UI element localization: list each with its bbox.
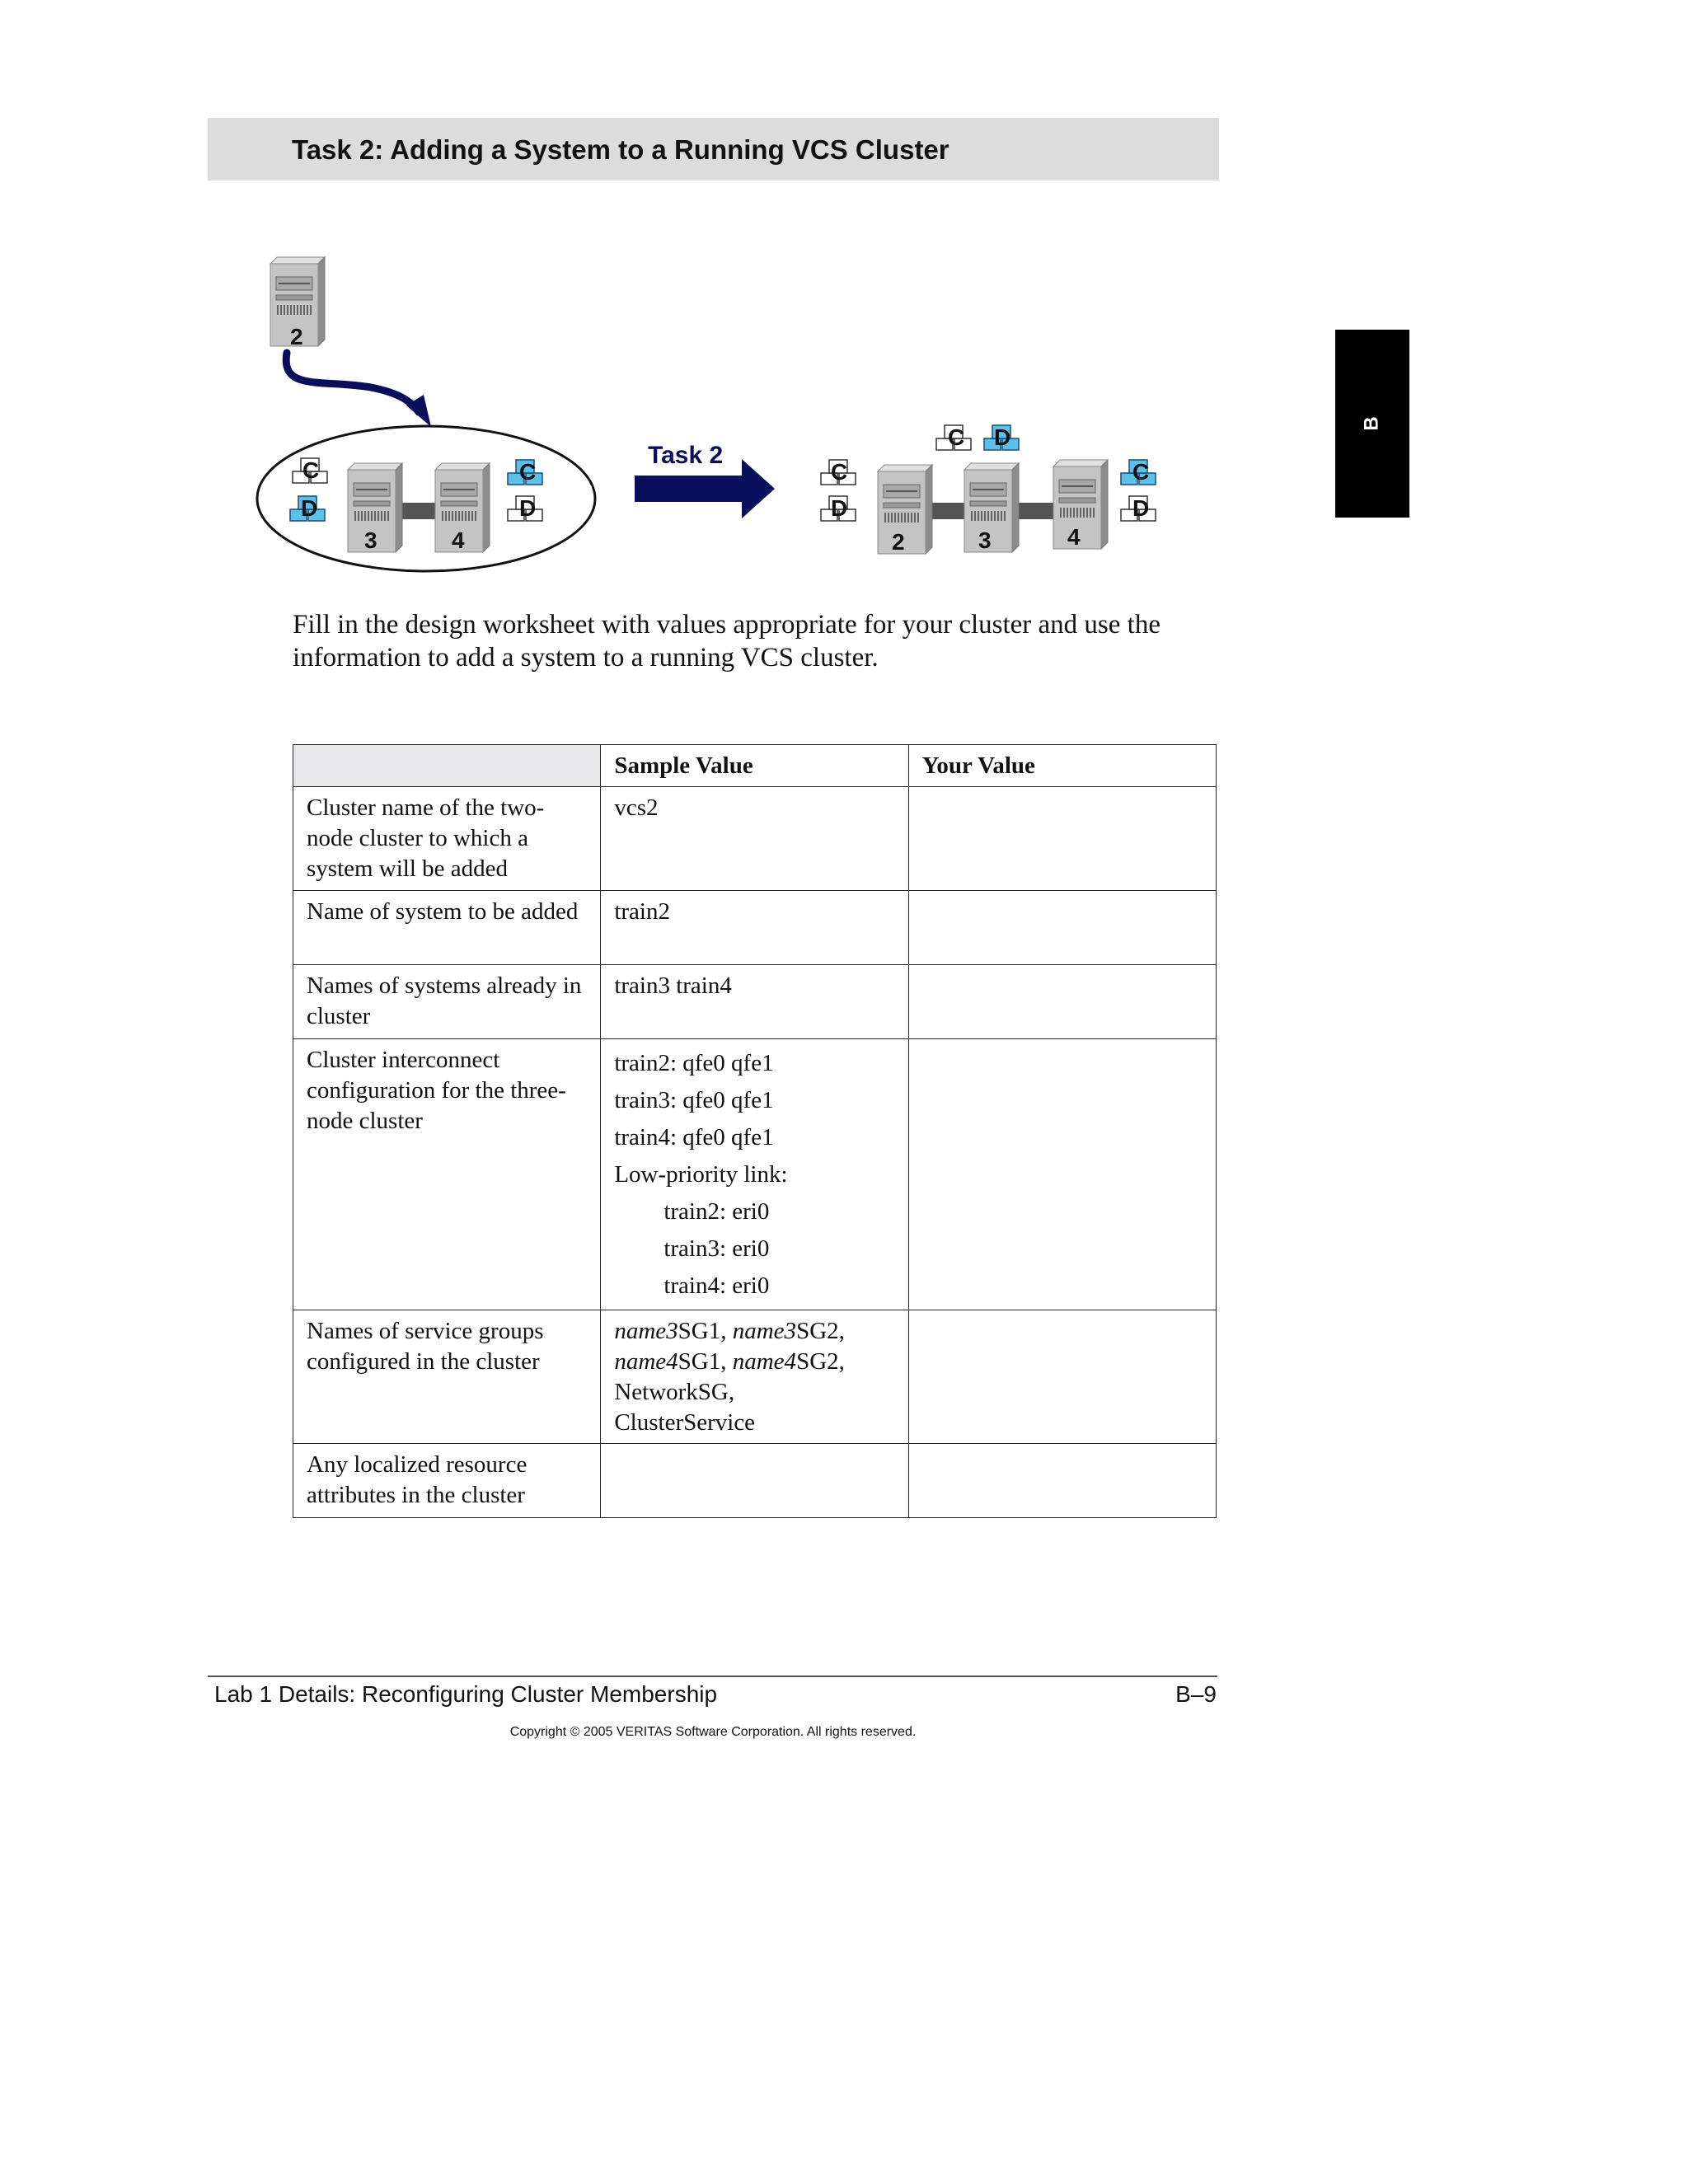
low-priority-line: train4: eri0 <box>663 1272 770 1299</box>
row-label: Names of service groups configured in the cluster <box>293 1310 601 1444</box>
appendix-side-tab <box>1335 330 1409 518</box>
interconnect-link <box>927 503 968 519</box>
svg-text:D: D <box>519 495 537 521</box>
svg-text:D: D <box>1132 495 1150 521</box>
your-value-cell[interactable] <box>908 1039 1216 1310</box>
footer-rule <box>208 1675 1217 1677</box>
server-label: 3 <box>978 527 992 553</box>
sample-value: train3 train4 <box>601 965 908 1039</box>
network-sg: NetworkSG, <box>614 1379 735 1405</box>
svg-text:D: D <box>831 495 848 521</box>
svg-text:C: C <box>831 459 848 485</box>
server-label: 4 <box>452 527 465 553</box>
copyright-notice: Copyright © 2005 VERITAS Software Corporation. All rights reserved. <box>509 1725 917 1739</box>
header-cell: Sample Value <box>601 745 908 787</box>
sample-value: train2 <box>601 891 908 965</box>
interconnect-line: train4: qfe0 qfe1 <box>614 1124 774 1151</box>
table-row <box>293 1310 1217 1444</box>
table-header-row <box>293 745 1217 787</box>
row-label: Cluster interconnect configuration for the three-node cluster <box>293 1039 601 1310</box>
task-title: Task 2: Adding a System to a Running VCS Cluster <box>292 134 950 165</box>
intro-paragraph: Fill in the design worksheet with values appropriate for your cluster and use the information to add a system to a running VCS cluster. <box>293 610 1160 673</box>
table-row <box>293 1444 1217 1518</box>
interconnect-line: train2: qfe0 qfe1 <box>614 1050 774 1076</box>
table-row <box>293 891 1217 965</box>
service-group-prefix: name3 <box>732 1318 797 1344</box>
join-arrow <box>286 353 419 412</box>
your-value-cell[interactable] <box>908 787 1216 891</box>
server-3 <box>964 463 1019 552</box>
table-row <box>293 965 1217 1039</box>
service-group-prefix: name4 <box>614 1348 678 1375</box>
cluster-service-sg: ClusterService <box>614 1409 756 1436</box>
service-group-icon <box>821 495 856 521</box>
low-priority-line: train2: eri0 <box>663 1198 770 1225</box>
sample-value: name3SG1, name3SG2, name4SG1, name4SG2, NetworkSG, ClusterService <box>601 1310 908 1444</box>
row-label: Cluster name of the two-node cluster to which a system will be added <box>293 787 601 891</box>
server-label: 2 <box>290 324 303 349</box>
server-2 <box>878 465 932 554</box>
service-group-icon <box>508 459 542 485</box>
server-incoming <box>270 257 325 349</box>
table-row <box>293 787 1217 891</box>
svg-text:D: D <box>301 495 318 521</box>
sample-value <box>601 1039 908 1310</box>
service-group-prefix: name3 <box>614 1318 678 1344</box>
page-number: B–9 <box>1175 1681 1217 1707</box>
task-arrow-label: Task 2 <box>648 442 724 469</box>
table-row <box>293 1039 1217 1310</box>
service-group-icon <box>508 495 542 521</box>
row-label: Name of system to be added <box>293 891 601 965</box>
header-cell: Your Value <box>908 745 1216 787</box>
svg-text:D: D <box>994 424 1011 450</box>
service-group-icon <box>290 495 325 521</box>
svg-text:C: C <box>302 457 320 483</box>
your-value-cell[interactable] <box>908 891 1216 965</box>
design-worksheet-table <box>293 744 1217 1518</box>
your-value-cell[interactable] <box>908 965 1216 1039</box>
cluster-diagram <box>247 247 1203 585</box>
interconnect-line: Low-priority link: <box>614 1161 788 1188</box>
service-group-icon <box>821 459 856 485</box>
service-group-prefix: name4 <box>732 1348 797 1375</box>
side-tab-letter: B <box>1361 416 1383 431</box>
service-group-icon <box>984 424 1019 450</box>
your-value-cell[interactable] <box>908 1310 1216 1444</box>
header-cell <box>293 745 601 787</box>
svg-text:C: C <box>1132 459 1150 485</box>
server-label: 3 <box>364 527 377 553</box>
task-header-bar <box>208 118 1219 180</box>
service-group-icon <box>293 457 327 483</box>
server-4 <box>1053 460 1108 549</box>
service-group-icon <box>1121 495 1156 521</box>
sample-value: vcs2 <box>601 787 908 891</box>
server-label: 4 <box>1067 524 1081 550</box>
row-label: Names of systems already in cluster <box>293 965 601 1039</box>
server-label: 2 <box>892 529 905 555</box>
svg-text:C: C <box>519 459 537 485</box>
row-label: Any localized resource attributes in the cluster <box>293 1444 601 1518</box>
low-priority-line: train3: eri0 <box>663 1235 770 1262</box>
sample-value <box>601 1444 908 1518</box>
service-group-icon <box>1121 459 1156 485</box>
footer-section-title: Lab 1 Details: Reconfiguring Cluster Membership <box>214 1681 718 1707</box>
interconnect-line: train3: qfe0 qfe1 <box>614 1087 774 1113</box>
your-value-cell[interactable] <box>908 1444 1216 1518</box>
svg-text:C: C <box>948 424 965 450</box>
service-group-icon <box>936 424 971 450</box>
interconnect-link <box>397 503 435 519</box>
interconnect-link <box>1014 503 1055 519</box>
